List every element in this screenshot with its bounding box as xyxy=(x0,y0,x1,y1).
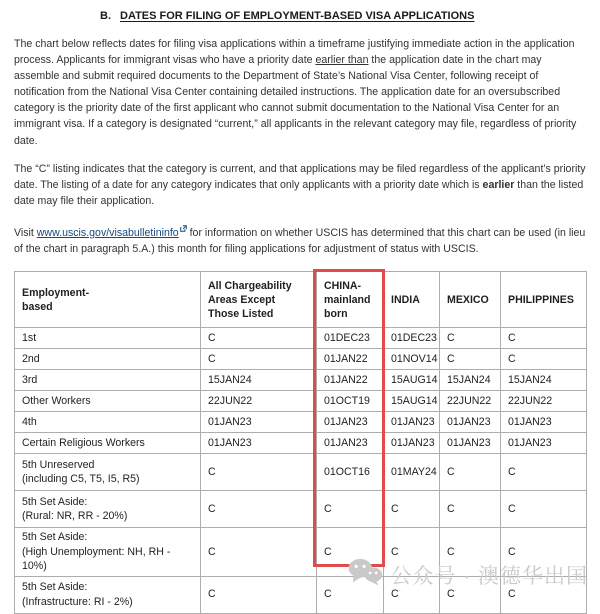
date-cell: 01JAN23 xyxy=(440,412,501,433)
date-cell: C xyxy=(201,576,317,613)
p3-text-after: for information on whether USCIS has determined that this chart can be used (in lieu of the chart in paragraph 5.A.) this month for filing applications for adjustment of status with USCIS. xyxy=(14,226,586,256)
category-cell: Certain Religious Workers xyxy=(15,433,201,454)
date-cell: C xyxy=(440,328,501,349)
date-cell: C xyxy=(440,576,501,613)
column-header: INDIA xyxy=(384,272,440,328)
date-cell: C xyxy=(501,528,587,577)
date-cell: 01JAN23 xyxy=(440,433,501,454)
external-link-icon xyxy=(180,221,187,237)
column-header: Employment- based xyxy=(15,272,201,328)
filing-dates-table xyxy=(14,271,587,614)
uscis-visabulletin-link[interactable]: www.uscis.gov/visabulletininfo xyxy=(36,226,179,239)
date-cell: C xyxy=(501,454,587,491)
p3-text-before: Visit xyxy=(14,226,37,239)
table-row xyxy=(15,370,587,391)
date-cell: C xyxy=(440,528,501,577)
date-cell: 01OCT16 xyxy=(317,454,384,491)
date-cell: 01JAN22 xyxy=(317,370,384,391)
p2-bold-word: earlier xyxy=(482,178,515,191)
column-header: PHILIPPINES xyxy=(501,272,587,328)
date-cell: C xyxy=(317,491,384,528)
table-row xyxy=(15,528,587,577)
date-cell: C xyxy=(201,328,317,349)
column-header: All Chargeability Areas Except Those Listed xyxy=(201,272,317,328)
date-cell: C xyxy=(501,328,587,349)
category-cell: 1st xyxy=(15,328,201,349)
table-header-row xyxy=(15,272,587,328)
date-cell: C xyxy=(440,454,501,491)
date-cell: 01JAN23 xyxy=(317,412,384,433)
date-cell: 01JAN23 xyxy=(317,433,384,454)
date-cell: 01JAN23 xyxy=(384,433,440,454)
column-header: CHINA- mainland born xyxy=(317,272,384,328)
date-cell: 01DEC23 xyxy=(317,328,384,349)
date-cell: C xyxy=(501,576,587,613)
date-cell: 01JAN23 xyxy=(201,433,317,454)
p1-text-after: the application date in the chart may assemble and submit required documents to the Department of State’s National Visa Center, following receipt of notification from the National Visa Center containing detailed instructions. The application date for an oversubscribed category is the priority date of the first applicant who cannot submit documentation to the National Visa Center for an immigrant visa. If a category is designated “current,” all applicants in the relevant category may file, regardless of priority date. xyxy=(14,54,577,147)
p2-text-after: than the listed date may file their application. xyxy=(14,178,584,207)
category-cell: 5th Unreserved (including C5, T5, I5, R5) xyxy=(15,454,201,491)
date-cell: C xyxy=(440,491,501,528)
date-cell: C xyxy=(317,528,384,577)
date-cell: 15JAN24 xyxy=(501,370,587,391)
section-title: DATES FOR FILING OF EMPLOYMENT-BASED VISA APPLICATIONS xyxy=(120,10,475,22)
date-cell: C xyxy=(201,491,317,528)
date-cell: C xyxy=(501,349,587,370)
table-row xyxy=(15,454,587,491)
page-title xyxy=(100,10,586,22)
date-cell: 01JAN23 xyxy=(384,412,440,433)
table-row xyxy=(15,412,587,433)
date-cell: C xyxy=(501,491,587,528)
date-cell: C xyxy=(384,576,440,613)
date-cell: 01JAN22 xyxy=(317,349,384,370)
table-row xyxy=(15,576,587,613)
category-cell: 3rd xyxy=(15,370,201,391)
date-cell: 01NOV14 xyxy=(384,349,440,370)
date-cell: C xyxy=(317,576,384,613)
category-cell: 5th Set Aside: (High Unemployment: NH, RH - 10%) xyxy=(15,528,201,577)
date-cell: C xyxy=(201,528,317,577)
category-cell: 5th Set Aside: (Rural: NR, RR - 20%) xyxy=(15,491,201,528)
p1-underlined-phrase: earlier than xyxy=(315,54,369,67)
date-cell: 01DEC23 xyxy=(384,328,440,349)
table-row xyxy=(15,328,587,349)
date-cell: 01JAN23 xyxy=(201,412,317,433)
table-row xyxy=(15,349,587,370)
section-label: B. xyxy=(100,10,111,22)
column-header: MEXICO xyxy=(440,272,501,328)
category-cell: 5th Set Aside: (Infrastructure: RI - 2%) xyxy=(15,576,201,613)
category-cell: 4th xyxy=(15,412,201,433)
paragraph-c-listing xyxy=(14,161,586,209)
table-row xyxy=(15,491,587,528)
date-cell: 22JUN22 xyxy=(201,391,317,412)
paragraph-visit-uscis xyxy=(14,221,586,257)
date-cell: 15JAN24 xyxy=(440,370,501,391)
p2-text-before: The “C” listing indicates that the category is current, and that applications may be filed regardless of the applicant’s priority date. The listing of a date for any category indicates that only applicants with a priority date which is xyxy=(14,162,586,191)
date-cell: 01JAN23 xyxy=(501,433,587,454)
date-cell: C xyxy=(440,349,501,370)
table-row xyxy=(15,433,587,454)
table-body xyxy=(15,328,587,614)
date-cell: C xyxy=(201,349,317,370)
date-cell: 22JUN22 xyxy=(440,391,501,412)
date-cell: C xyxy=(201,454,317,491)
paragraph-intro xyxy=(14,36,586,149)
category-cell: 2nd xyxy=(15,349,201,370)
date-cell: C xyxy=(384,491,440,528)
date-cell: 01JAN23 xyxy=(501,412,587,433)
watermark-text: 公众号 · 澳德华出国 xyxy=(390,564,588,588)
table-row xyxy=(15,391,587,412)
date-cell: 15JAN24 xyxy=(201,370,317,391)
date-cell: 01MAY24 xyxy=(384,454,440,491)
date-cell: 15AUG14 xyxy=(384,391,440,412)
date-cell: 22JUN22 xyxy=(501,391,587,412)
date-cell: 15AUG14 xyxy=(384,370,440,391)
date-cell: 01OCT19 xyxy=(317,391,384,412)
date-cell: C xyxy=(384,528,440,577)
p1-text-before: The chart below reflects dates for filing visa applications within a timeframe justifying immediate action in the application process. Applicants for immigrant visas who have a priority date xyxy=(14,38,575,67)
filing-dates-table-wrap xyxy=(14,271,586,614)
category-cell: Other Workers xyxy=(15,391,201,412)
